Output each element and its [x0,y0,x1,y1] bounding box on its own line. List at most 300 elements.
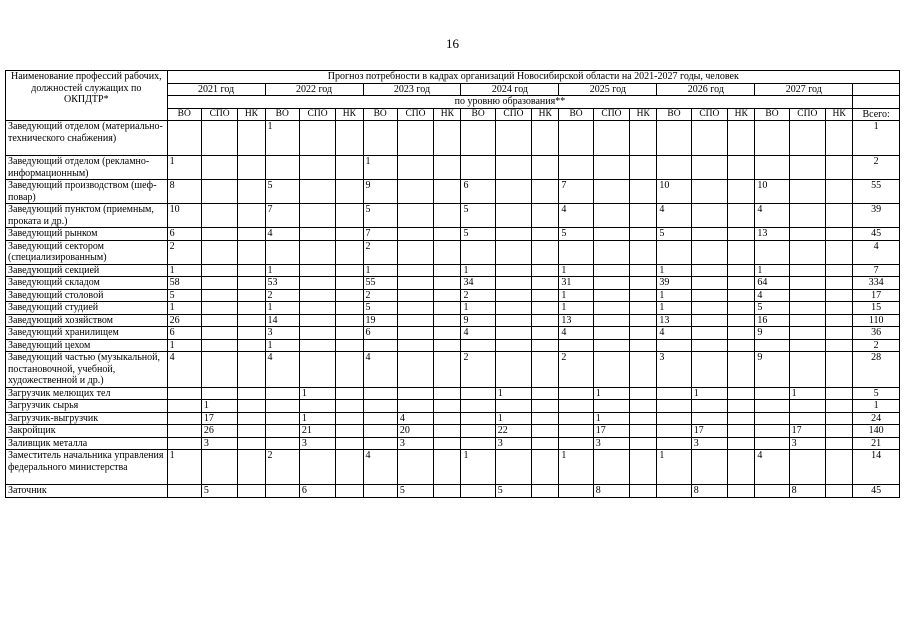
value-cell: 1 [265,339,299,352]
value-cell [201,314,237,327]
row-total-cell: 2 [853,339,900,352]
value-cell: 4 [755,450,789,485]
value-cell [691,400,727,413]
value-cell [789,264,825,277]
value-cell [789,204,825,228]
value-cell [363,485,397,498]
value-cell [336,314,363,327]
value-cell [691,352,727,388]
value-cell: 8 [789,485,825,498]
value-cell [826,180,853,204]
year-header-blank [853,83,900,96]
value-cell [336,289,363,302]
value-cell: 17 [789,425,825,438]
value-cell [559,240,593,264]
value-cell [434,180,461,204]
value-cell: 2 [265,450,299,485]
value-cell [630,228,657,241]
value-cell: 9 [755,352,789,388]
value-cell [495,352,531,388]
education-level-cell: НК [630,108,657,121]
value-cell: 6 [167,327,201,340]
value-cell [461,121,495,156]
value-cell [593,277,629,290]
value-cell [397,314,433,327]
value-cell [789,289,825,302]
value-cell: 4 [755,204,789,228]
value-cell: 1 [559,264,593,277]
profession-name-cell: Заведующий производством (шеф-повар) [6,180,168,204]
value-cell [657,121,691,156]
value-cell [495,339,531,352]
value-cell [299,264,335,277]
value-cell: 20 [397,425,433,438]
value-cell: 1 [167,339,201,352]
value-cell [265,240,299,264]
value-cell [755,339,789,352]
value-cell [593,240,629,264]
value-cell: 1 [363,264,397,277]
value-cell: 26 [201,425,237,438]
value-cell [826,240,853,264]
table-row [6,437,900,450]
value-cell [826,121,853,156]
value-cell: 10 [755,180,789,204]
value-cell: 3 [201,437,237,450]
value-cell [728,156,755,180]
value-cell [167,412,201,425]
value-cell [167,121,201,156]
value-cell: 5 [495,485,531,498]
value-cell [397,121,433,156]
value-cell [657,156,691,180]
education-level-header: по уровню образования** [167,96,853,109]
value-cell [336,485,363,498]
value-cell: 3 [691,437,727,450]
value-cell: 8 [167,180,201,204]
value-cell [532,425,559,438]
value-cell: 17 [691,425,727,438]
value-cell [755,121,789,156]
value-cell: 64 [755,277,789,290]
value-cell [434,264,461,277]
value-cell [363,387,397,400]
education-level-cell: НК [826,108,853,121]
value-cell [265,400,299,413]
value-cell: 2 [559,352,593,388]
value-cell [593,450,629,485]
value-cell [593,400,629,413]
value-cell [789,352,825,388]
value-cell [397,450,433,485]
value-cell [336,352,363,388]
value-cell [559,121,593,156]
value-cell: 3 [593,437,629,450]
value-cell: 10 [167,204,201,228]
value-cell [630,289,657,302]
value-cell: 7 [363,228,397,241]
row-total-cell: 4 [853,240,900,264]
value-cell [657,240,691,264]
value-cell: 3 [299,437,335,450]
value-cell [826,156,853,180]
header-row-title [6,71,900,84]
value-cell [755,387,789,400]
value-cell [728,314,755,327]
value-cell [691,327,727,340]
value-cell [238,228,265,241]
table-row [6,400,900,413]
value-cell [532,352,559,388]
value-cell [826,352,853,388]
value-cell [728,240,755,264]
value-cell [532,450,559,485]
value-cell [238,277,265,290]
value-cell [532,156,559,180]
value-cell [265,437,299,450]
value-cell [495,400,531,413]
value-cell [826,400,853,413]
value-cell [826,485,853,498]
value-cell [299,302,335,315]
value-cell [691,228,727,241]
value-cell [397,302,433,315]
value-cell [397,264,433,277]
value-cell: 4 [657,204,691,228]
value-cell: 1 [559,450,593,485]
value-cell: 1 [461,302,495,315]
row-total-cell: 2 [853,156,900,180]
value-cell [238,302,265,315]
table-row [6,121,900,156]
value-cell: 4 [397,412,433,425]
value-cell [238,412,265,425]
table-body [6,121,900,498]
table-row [6,387,900,400]
value-cell [532,485,559,498]
value-cell [299,121,335,156]
value-cell [336,264,363,277]
value-cell: 19 [363,314,397,327]
value-cell [789,228,825,241]
row-total-cell: 17 [853,289,900,302]
value-cell [789,412,825,425]
education-level-cell: ВО [755,108,789,121]
value-cell [559,485,593,498]
value-cell [434,277,461,290]
value-cell [238,425,265,438]
value-cell: 1 [657,289,691,302]
value-cell [238,352,265,388]
value-cell: 5 [397,485,433,498]
value-cell [434,240,461,264]
value-cell [593,314,629,327]
education-level-cell: ВО [461,108,495,121]
value-cell: 5 [461,204,495,228]
value-cell [532,302,559,315]
value-cell: 1 [657,450,691,485]
value-cell [789,302,825,315]
value-cell: 5 [559,228,593,241]
value-cell [238,327,265,340]
value-cell [495,327,531,340]
value-cell [336,339,363,352]
value-cell: 5 [201,485,237,498]
value-cell [691,180,727,204]
value-cell [691,121,727,156]
value-cell [363,412,397,425]
value-cell: 1 [657,264,691,277]
value-cell: 1 [167,302,201,315]
table-row [6,485,900,498]
value-cell: 6 [167,228,201,241]
value-cell: 6 [299,485,335,498]
value-cell: 9 [461,314,495,327]
value-cell [728,327,755,340]
value-cell: 17 [201,412,237,425]
value-cell [826,289,853,302]
table-row [6,289,900,302]
value-cell [728,400,755,413]
value-cell [397,387,433,400]
value-cell [728,437,755,450]
total-header: Всего: [853,108,900,121]
value-cell [461,485,495,498]
value-cell [336,204,363,228]
value-cell: 8 [691,485,727,498]
value-cell [434,156,461,180]
value-cell: 2 [363,289,397,302]
value-cell [397,327,433,340]
education-level-cell: НК [532,108,559,121]
value-cell [363,400,397,413]
value-cell [363,425,397,438]
value-cell [238,180,265,204]
value-cell [299,339,335,352]
value-cell: 1 [461,264,495,277]
value-cell [532,264,559,277]
value-cell [167,437,201,450]
profession-name-cell: Заведующий столовой [6,289,168,302]
value-cell [201,327,237,340]
value-cell [532,400,559,413]
value-cell [397,352,433,388]
table-row [6,302,900,315]
row-total-cell: 14 [853,450,900,485]
row-total-cell: 28 [853,352,900,388]
value-cell [495,156,531,180]
value-cell [336,240,363,264]
value-cell: 58 [167,277,201,290]
value-cell: 5 [167,289,201,302]
value-cell: 4 [363,450,397,485]
value-cell [495,314,531,327]
value-cell [532,240,559,264]
value-cell [593,180,629,204]
value-cell [826,450,853,485]
value-cell [728,352,755,388]
value-cell [336,121,363,156]
education-level-cell: ВО [167,108,201,121]
profession-name-cell: Закройщик [6,425,168,438]
value-cell [691,264,727,277]
value-cell [728,277,755,290]
value-cell: 55 [363,277,397,290]
value-cell [826,339,853,352]
value-cell [238,339,265,352]
value-cell [728,425,755,438]
table-row [6,327,900,340]
value-cell [495,121,531,156]
value-cell [299,450,335,485]
value-cell [238,437,265,450]
value-cell [336,302,363,315]
value-cell [461,425,495,438]
value-cell [532,180,559,204]
value-cell [265,485,299,498]
value-cell: 53 [265,277,299,290]
value-cell [728,412,755,425]
value-cell [299,400,335,413]
value-cell [434,450,461,485]
value-cell [755,425,789,438]
table-row [6,339,900,352]
value-cell [789,180,825,204]
value-cell [755,412,789,425]
value-cell [691,289,727,302]
value-cell [363,121,397,156]
value-cell [630,339,657,352]
value-cell: 1 [167,264,201,277]
value-cell [630,425,657,438]
value-cell [434,289,461,302]
value-cell [789,339,825,352]
value-cell [299,289,335,302]
value-cell [728,121,755,156]
value-cell [559,425,593,438]
value-cell [363,437,397,450]
row-total-cell: 7 [853,264,900,277]
value-cell: 16 [755,314,789,327]
value-cell [299,277,335,290]
profession-name-cell: Заместитель начальника управления федерального министерства [6,450,168,485]
value-cell [691,302,727,315]
value-cell: 1 [299,387,335,400]
value-cell [630,240,657,264]
year-header-2024: 2024 год [461,83,559,96]
value-cell [238,204,265,228]
value-cell [657,387,691,400]
profession-name-cell: Заведующий пунктом (приемным, проката и др.) [6,204,168,228]
value-cell [299,156,335,180]
row-total-cell: 5 [853,387,900,400]
value-cell [495,264,531,277]
value-cell [826,327,853,340]
value-cell [630,400,657,413]
value-cell: 1 [495,412,531,425]
value-cell [434,437,461,450]
value-cell [826,277,853,290]
education-header-blank [853,96,900,109]
value-cell [789,450,825,485]
value-cell [630,450,657,485]
row-total-cell: 39 [853,204,900,228]
value-cell [532,327,559,340]
value-cell: 1 [657,302,691,315]
value-cell [728,450,755,485]
value-cell [201,240,237,264]
value-cell [630,302,657,315]
value-cell [461,339,495,352]
value-cell [593,339,629,352]
value-cell [265,425,299,438]
value-cell [826,425,853,438]
value-cell: 6 [461,180,495,204]
value-cell [532,289,559,302]
profession-name-cell: Заведующий студией [6,302,168,315]
value-cell [299,204,335,228]
value-cell [336,180,363,204]
row-total-cell: 334 [853,277,900,290]
value-cell [495,204,531,228]
value-cell [559,437,593,450]
value-cell [299,180,335,204]
value-cell [201,228,237,241]
value-cell: 4 [657,327,691,340]
value-cell [728,228,755,241]
value-cell: 1 [755,264,789,277]
value-cell: 1 [495,387,531,400]
value-cell [167,425,201,438]
value-cell [495,302,531,315]
year-header-2025: 2025 год [559,83,657,96]
table-row [6,352,900,388]
year-header-2027: 2027 год [755,83,853,96]
value-cell [728,302,755,315]
value-cell [336,400,363,413]
value-cell [238,400,265,413]
profession-name-cell: Заточник [6,485,168,498]
value-cell [201,156,237,180]
row-total-cell: 36 [853,327,900,340]
value-cell: 10 [657,180,691,204]
value-cell [728,387,755,400]
value-cell [755,156,789,180]
value-cell [434,327,461,340]
value-cell [363,339,397,352]
value-cell [826,412,853,425]
value-cell [201,204,237,228]
value-cell [238,240,265,264]
value-cell [630,121,657,156]
value-cell [630,352,657,388]
value-cell [299,314,335,327]
value-cell [755,485,789,498]
value-cell [691,204,727,228]
value-cell: 2 [461,289,495,302]
value-cell [593,302,629,315]
education-level-cell: СПО [299,108,335,121]
value-cell [238,289,265,302]
value-cell: 3 [397,437,433,450]
value-cell [728,264,755,277]
profession-name-cell: Заведующий секцией [6,264,168,277]
value-cell: 13 [755,228,789,241]
value-cell [559,387,593,400]
value-cell: 22 [495,425,531,438]
education-level-cell: ВО [265,108,299,121]
value-cell [657,400,691,413]
